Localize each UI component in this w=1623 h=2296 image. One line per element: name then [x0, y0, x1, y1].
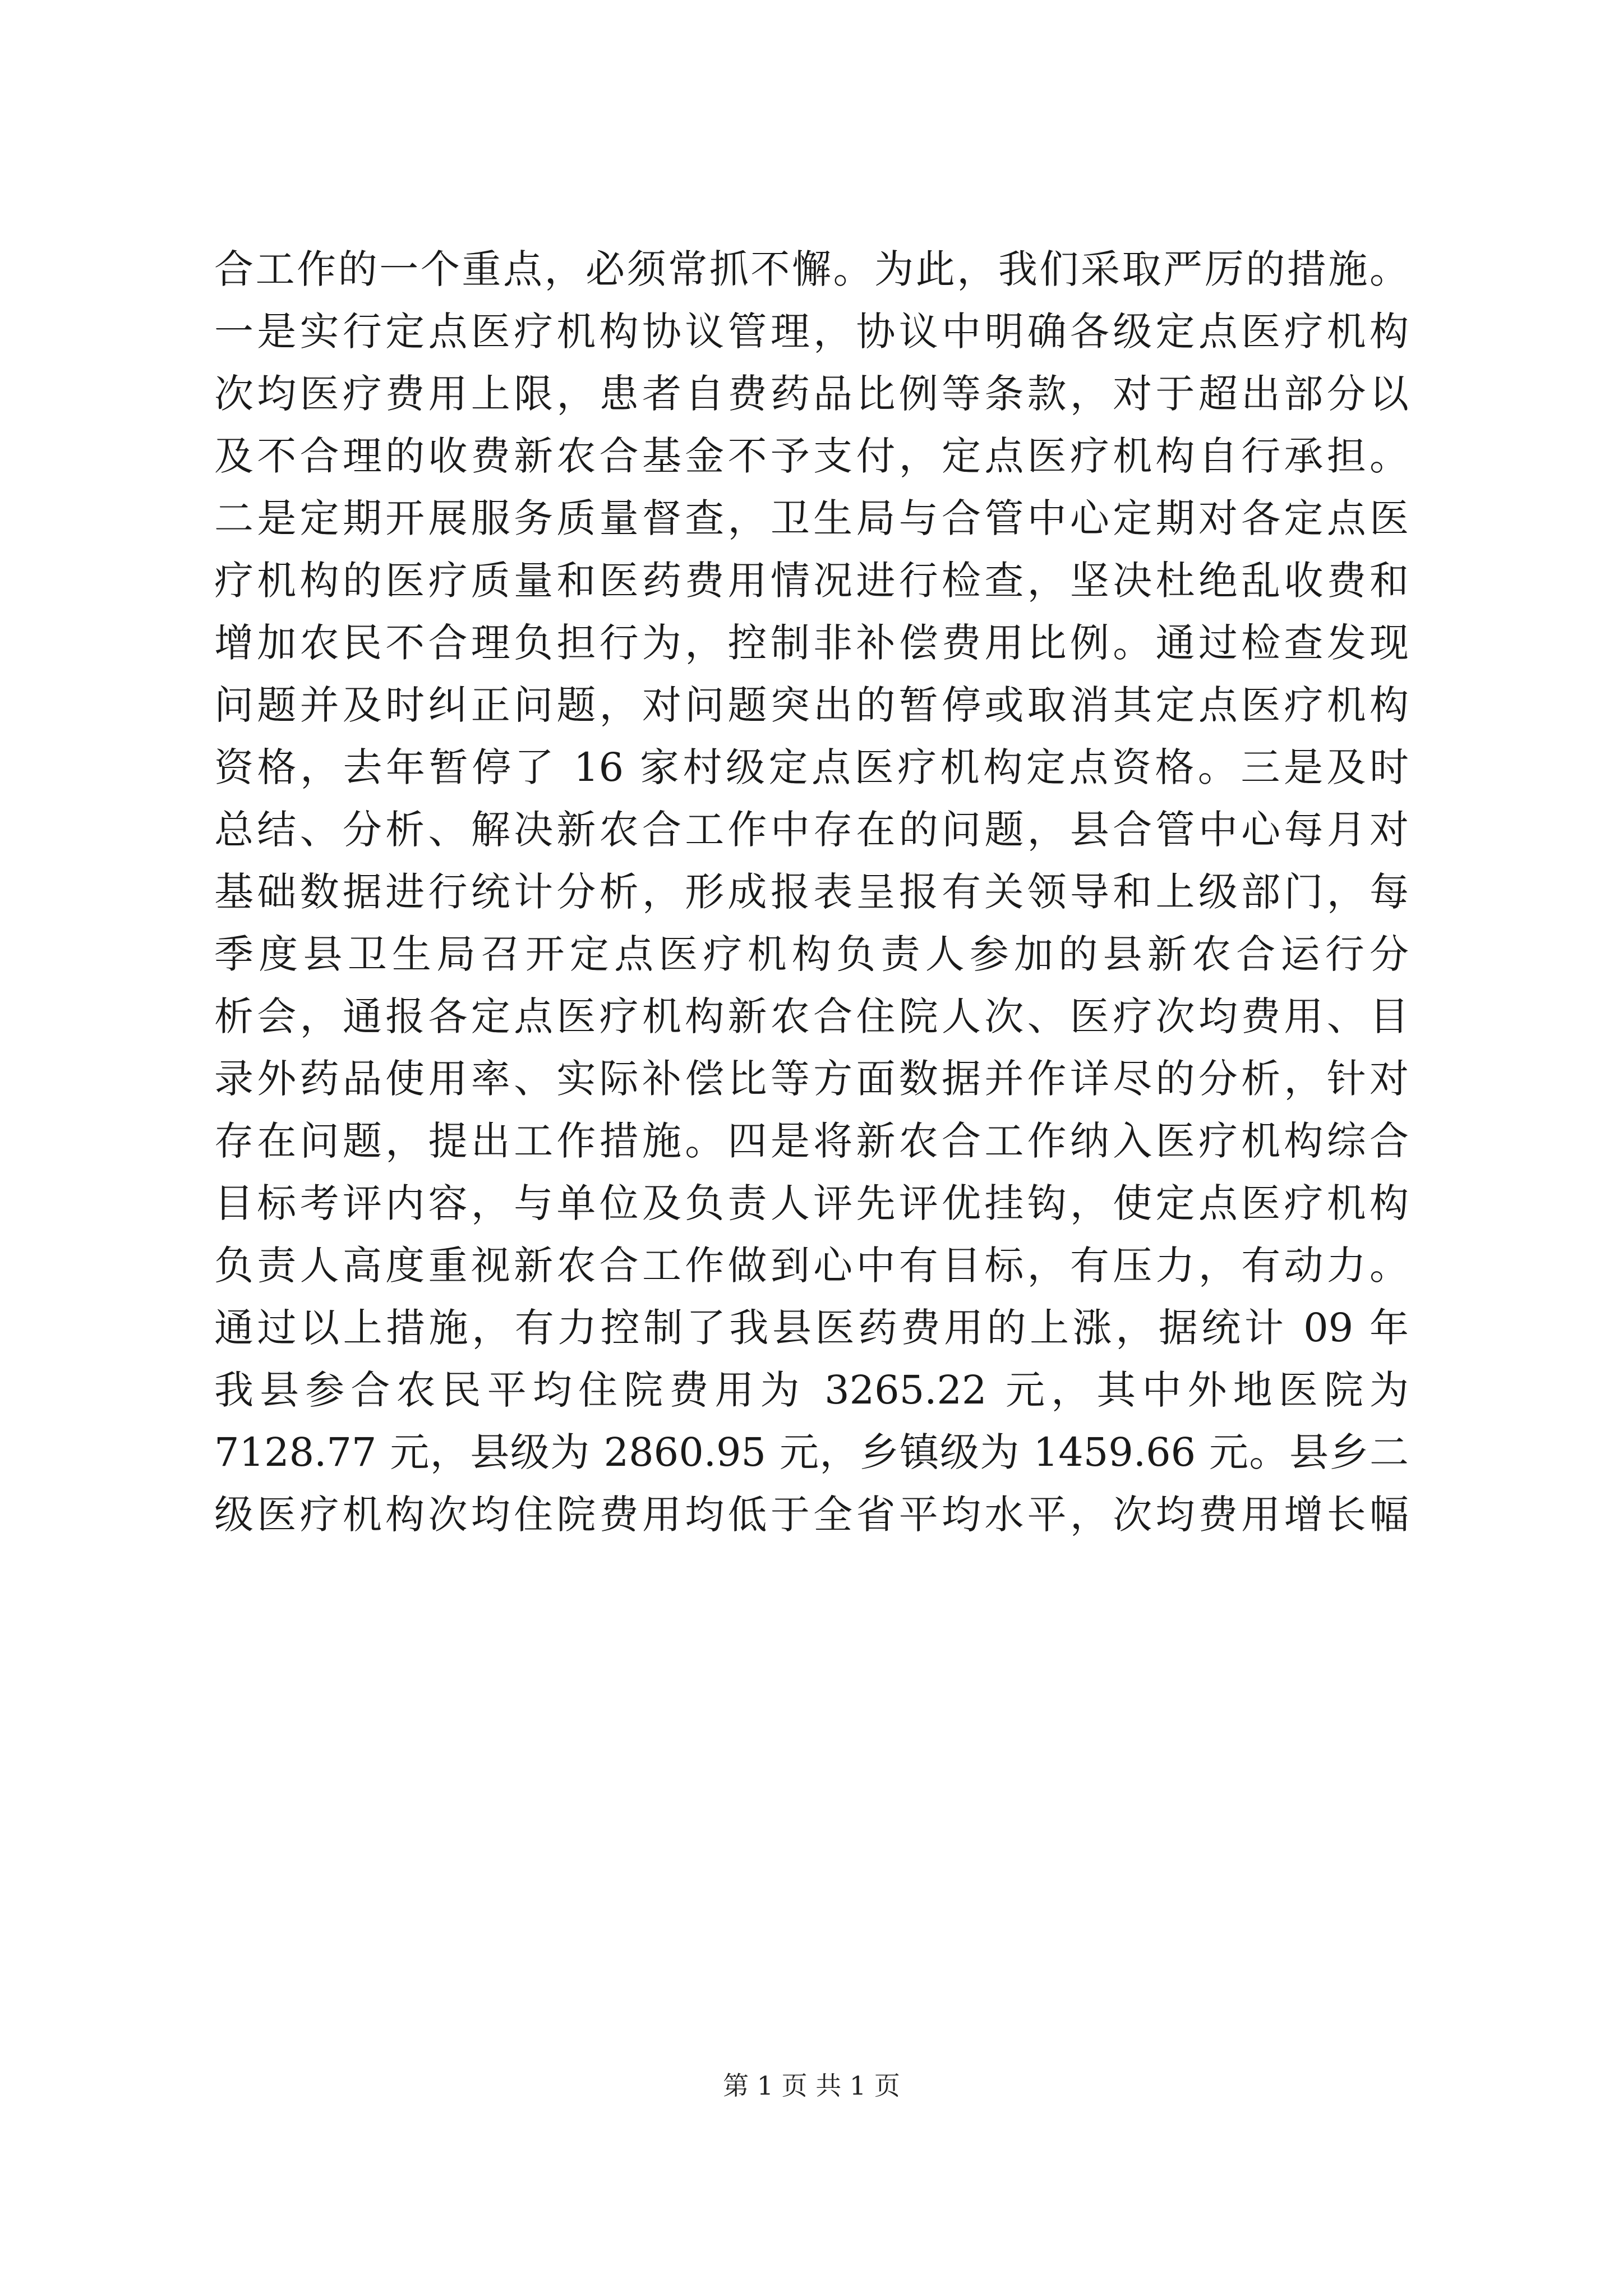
- text-line: 录外药品使用率、实际补偿比等方面数据并作详尽的分析，针对: [214, 1056, 1409, 1102]
- text-line: 次均医疗费用上限，患者自费药品比例等条款，对于超出部分以: [214, 371, 1409, 417]
- text-line: 存在问题，提出工作措施。四是将新农合工作纳入医疗机构综合: [214, 1118, 1409, 1164]
- text-line: 目标考评内容，与单位及负责人评先评优挂钩，使定点医疗机构: [214, 1180, 1409, 1226]
- text-line: 7128.77 元，县级为 2860.95 元，乡镇级为 1459.66 元。县乡二: [214, 1429, 1409, 1475]
- body-paragraph: [214, 238, 1409, 1546]
- text-line: 季度县卫生局召开定点医疗机构负责人参加的县新农合运行分: [214, 931, 1409, 977]
- text-line: 疗机构的医疗质量和医药费用情况进行检查，坚决杜绝乱收费和: [214, 558, 1409, 604]
- text-line: 及不合理的收费新农合基金不予支付，定点医疗机构自行承担。: [214, 433, 1409, 479]
- text-line: 通过以上措施，有力控制了我县医药费用的上涨，据统计 09 年: [214, 1305, 1409, 1351]
- text-line: 问题并及时纠正问题，对问题突出的暂停或取消其定点医疗机构: [214, 682, 1409, 728]
- text-line: 增加农民不合理负担行为，控制非补偿费用比例。通过检查发现: [214, 620, 1409, 666]
- page-footer: 第 1 页 共 1 页: [723, 2070, 900, 2101]
- text-line: 负责人高度重视新农合工作做到心中有目标，有压力，有动力。: [214, 1243, 1409, 1289]
- text-line: 我县参合农民平均住院费用为 3265.22 元，其中外地医院为: [214, 1367, 1409, 1413]
- text-line: 合工作的一个重点，必须常抓不懈。为此，我们采取严厉的措施。: [214, 246, 1409, 292]
- text-line: 一是实行定点医疗机构协议管理，协议中明确各级定点医疗机构: [214, 309, 1409, 355]
- text-line: 析会，通报各定点医疗机构新农合住院人次、医疗次均费用、目: [214, 993, 1409, 1039]
- text-line: 总结、分析、解决新农合工作中存在的问题，县合管中心每月对: [214, 807, 1409, 853]
- text-line: 基础数据进行统计分析，形成报表呈报有关领导和上级部门，每: [214, 869, 1409, 915]
- text-line: 级医疗机构次均住院费用均低于全省平均水平，次均费用增长幅: [214, 1492, 1409, 1538]
- text-line: 二是定期开展服务质量督查，卫生局与合管中心定期对各定点医: [214, 495, 1409, 541]
- text-line: 资格，去年暂停了 16 家村级定点医疗机构定点资格。三是及时: [214, 744, 1409, 790]
